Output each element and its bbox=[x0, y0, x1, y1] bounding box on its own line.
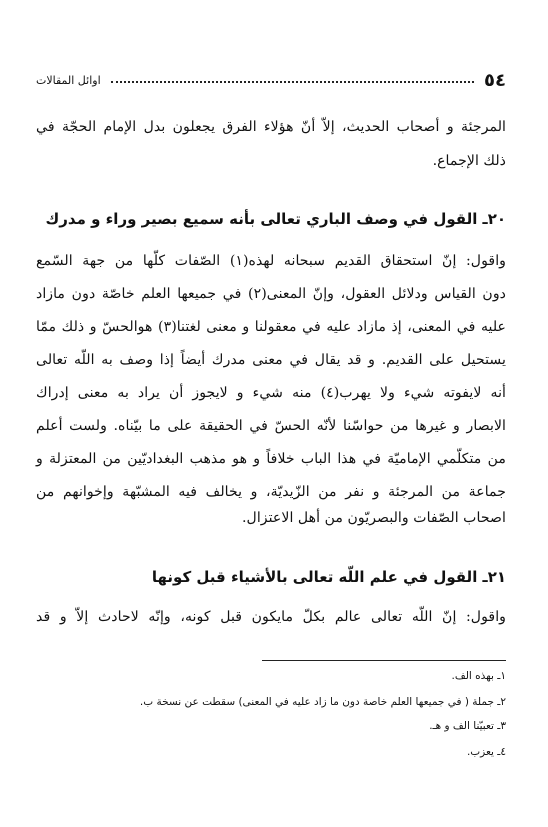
section-20-line: جماعة من المرجئة و نفر من الزّيديّة، و يخالف فيه المشبّهة وإخوانهم من bbox=[36, 484, 506, 500]
page-number: ٥٤ bbox=[484, 69, 506, 91]
section-21-line: واقول: إنّ اللّه تعالى عالم بكلّ مايكون قبل كونه، وإنّه لاحادث إلاّ و قد bbox=[36, 609, 506, 625]
page-header bbox=[36, 66, 506, 94]
intro-line: المرجئة و أصحاب الحديث، إلاّ أنّ هؤلاء الفرق يجعلون بدل الإمام الحجّة في bbox=[36, 119, 506, 135]
footnote: ٤ـ يعزب. bbox=[466, 746, 506, 758]
section-20-line: الابصار و غيرها من حواسّنا لأنّه الحسّ في الحقيقة على ما بيّناه. ولست أعلم bbox=[36, 418, 506, 434]
section-20-line: واقول: إنّ استحقاق القديم سبحانه لهذه(١) الصّفات كلّها من جهة السّمع bbox=[36, 253, 506, 269]
section-20-line: عليه في المعنى، إذ مازاد عليه في معقولنا و معنى لغتنا(٣) هوالحسّ و ذلك ممّا bbox=[36, 319, 506, 335]
footnote-separator bbox=[262, 660, 506, 661]
section-21-heading: ٢١ـ القول في علم اللّه تعالى بالأشياء قبل كونها bbox=[151, 568, 506, 586]
running-title: اوائل المقالات bbox=[36, 73, 101, 87]
section-20-line: اصحاب الصّفات والبصريّون من أهل الاعتزال. bbox=[242, 510, 506, 526]
footnote: ١ـ بهذه الف. bbox=[451, 670, 506, 682]
section-20-line: أنه لايفوته شيء ولا يهرب(٤) منه شيء و لايجوز أن يراد به معنى إدراك bbox=[36, 385, 506, 401]
intro-line: ذلك الإجماع. bbox=[432, 153, 506, 169]
section-20-heading: ٢٠ـ القول في وصف الباري تعالى بأنه سميع بصير وراء و مدرك bbox=[45, 210, 506, 228]
section-20-line: يستحيل على القديم. و قد يقال في معنى مدرك أيضاً إذا وصف به اللّه تعالى bbox=[36, 352, 506, 368]
header-dotted-leader bbox=[111, 81, 474, 83]
footnote: ٢ـ جملة ( في جميعها العلم خاصة دون ما زاد عليه في المعنى) سقطت عن نسخة ب. bbox=[139, 696, 506, 708]
footnote: ٣ـ تعبيّنا الف و هـ. bbox=[429, 720, 506, 732]
section-20-line: دون القياس ودلائل العقول، وإنّ المعنى(٢) في جميعها العلم خاصّة دون مازاد bbox=[36, 286, 506, 302]
section-20-line: من متكلّمي الإماميّة في هذا الباب خلافاً و هو مذهب البغداديّين من المعتزلة و bbox=[36, 451, 506, 467]
